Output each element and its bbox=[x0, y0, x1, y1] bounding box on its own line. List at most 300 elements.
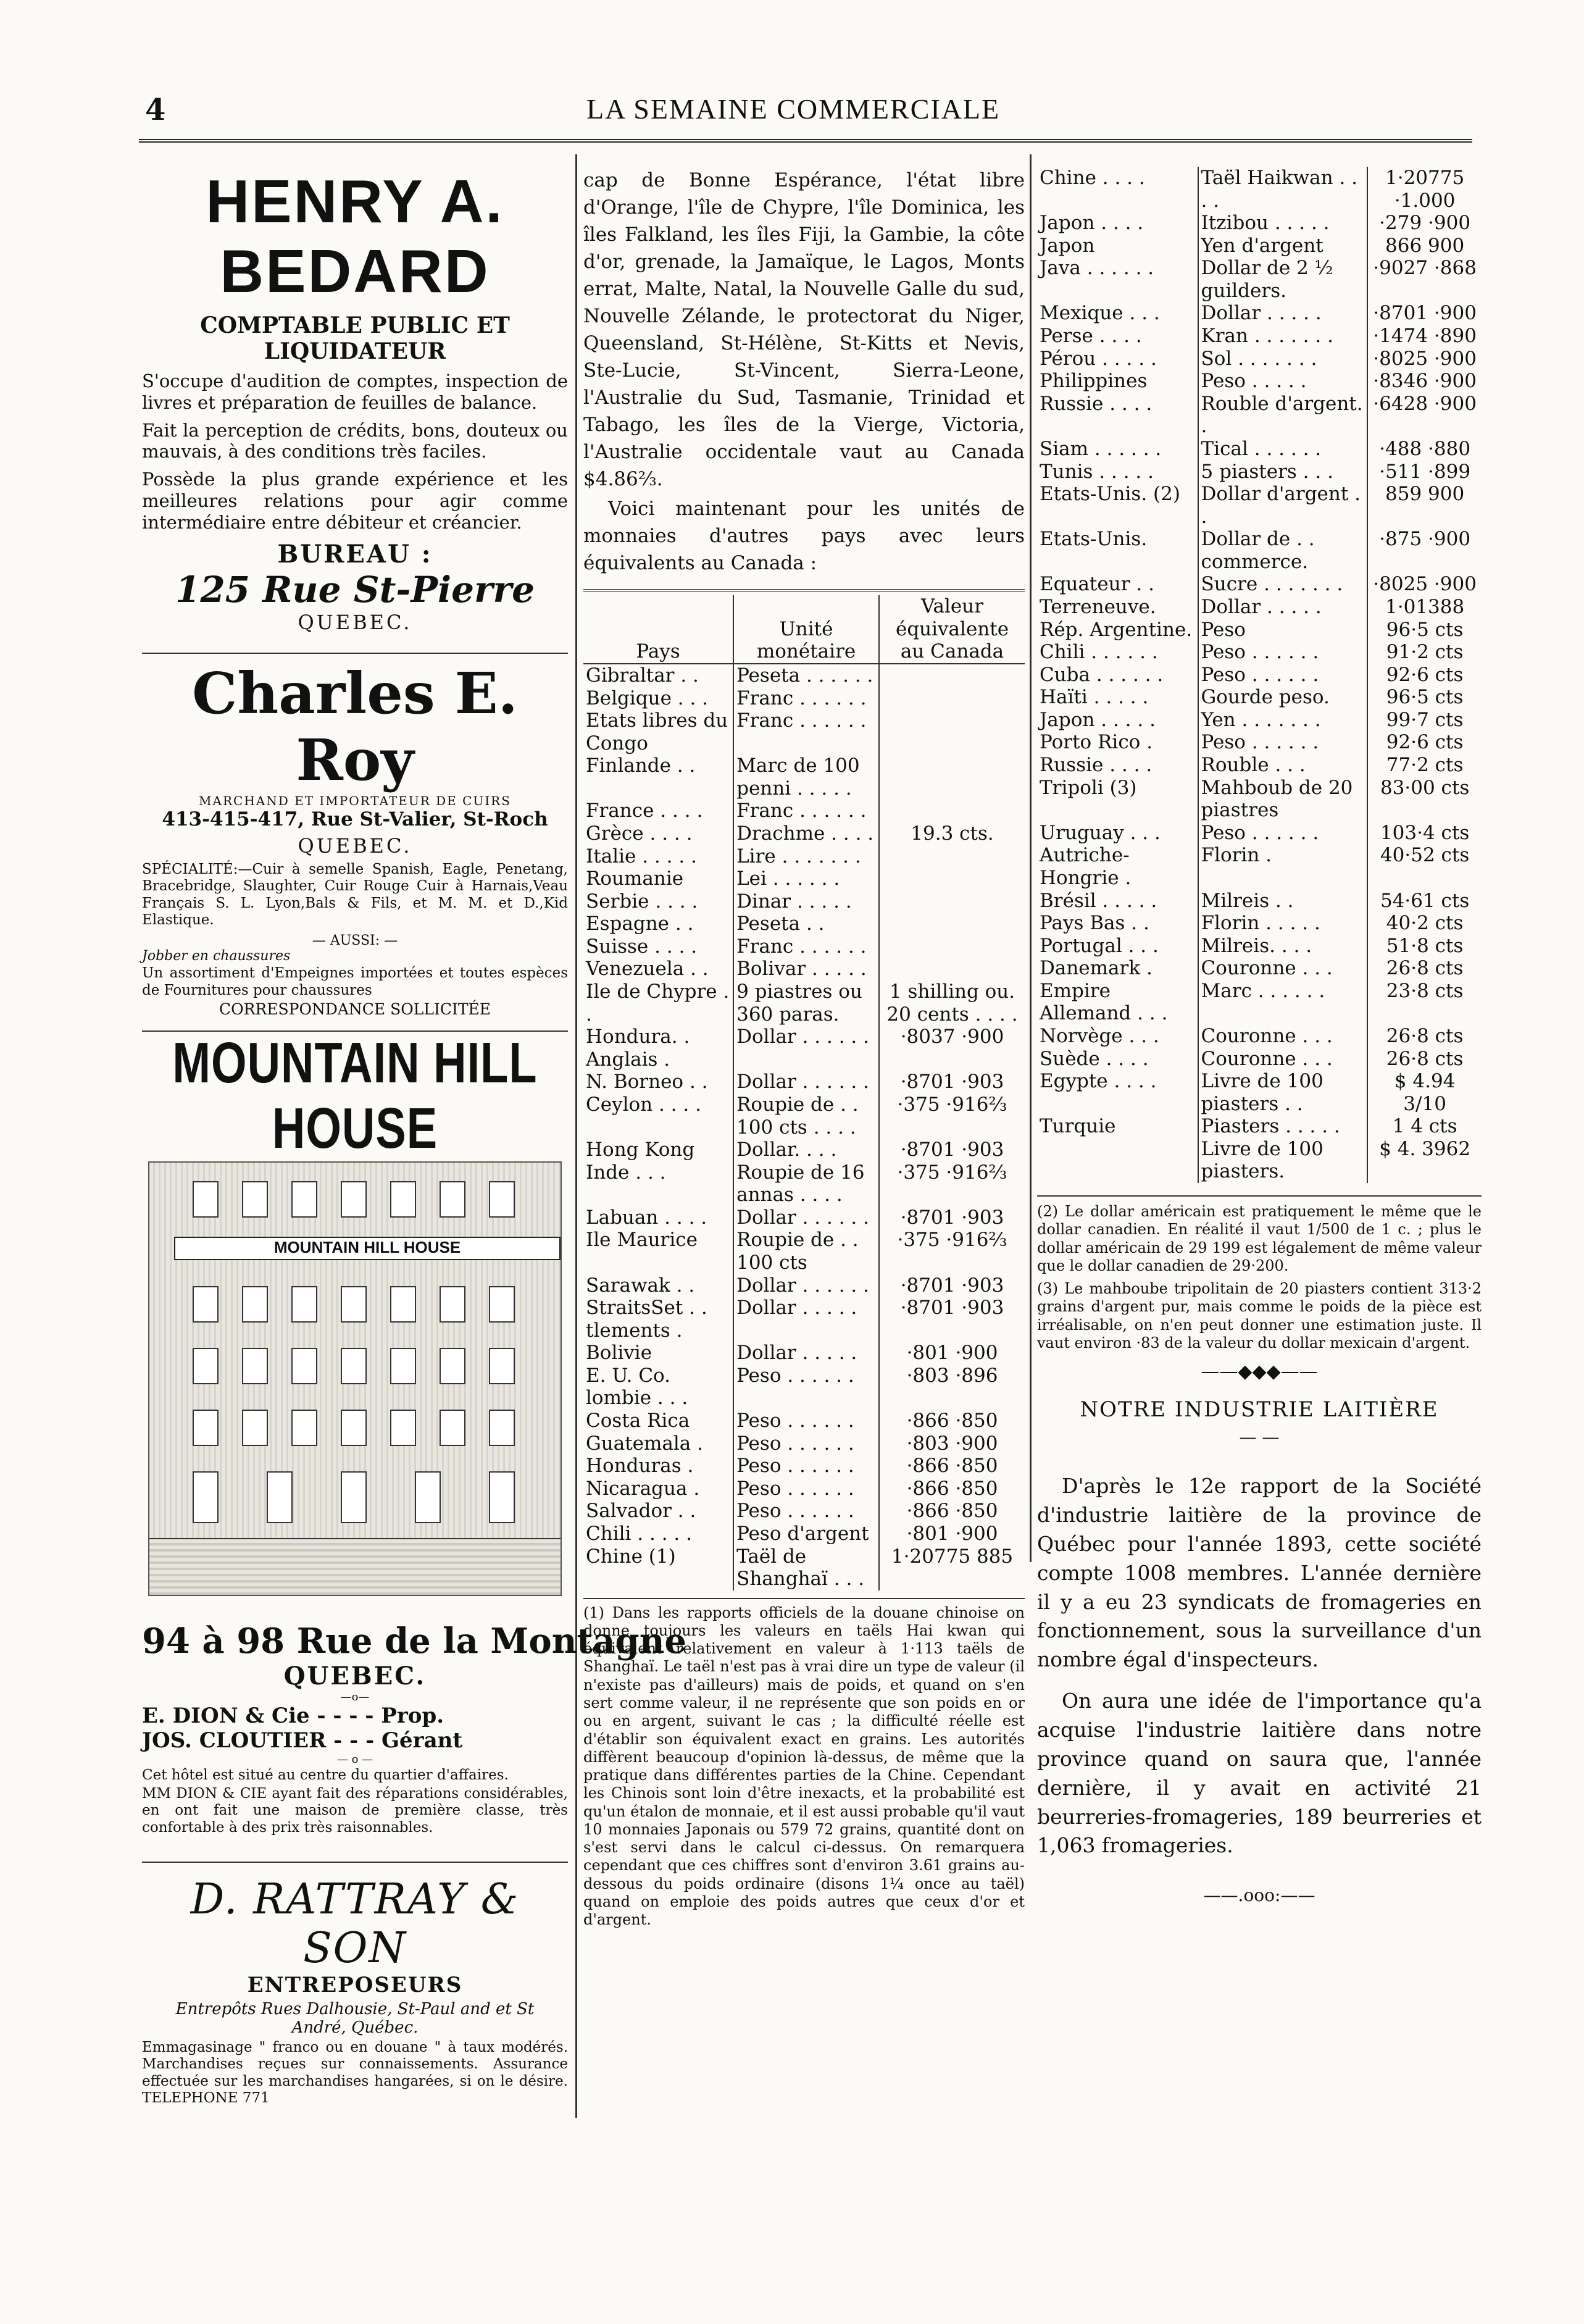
currency-cont-country: Chine . . . . bbox=[1037, 167, 1198, 212]
currency-row bbox=[583, 1026, 1025, 1071]
currency-row bbox=[583, 1478, 1025, 1500]
currency-cont-row bbox=[1037, 528, 1482, 573]
currency-cont-row bbox=[1037, 235, 1482, 257]
currency-cont-unit: Sol . . . . . . . bbox=[1198, 348, 1368, 370]
currency-row bbox=[583, 1161, 1025, 1206]
roy-name: Charles E. Roy bbox=[192, 659, 518, 793]
currency-row bbox=[583, 800, 1025, 822]
currency-country: Costa Rica bbox=[583, 1410, 733, 1432]
column-rule-1 bbox=[575, 154, 577, 2118]
currency-cont-value: 99·7 cts bbox=[1386, 708, 1464, 731]
currency-cont-country: Etats-Unis. (2) bbox=[1037, 483, 1198, 528]
currency-unit: Peso . . . . . . bbox=[733, 1432, 879, 1455]
currency-value bbox=[879, 958, 1025, 980]
currency-country: Grèce . . . . bbox=[583, 822, 733, 845]
currency-country: Salvador . . bbox=[583, 1500, 733, 1523]
currency-cont-unit: Florin . . . . . bbox=[1198, 912, 1368, 935]
currency-value bbox=[879, 800, 1025, 822]
roy-jobber: Jobber en chaussures bbox=[142, 948, 291, 964]
currency-cont-unit: Yen . . . . . . . bbox=[1198, 709, 1368, 732]
currency-cont-country: Russie . . . . bbox=[1037, 393, 1198, 438]
currency-cont-row bbox=[1037, 935, 1482, 958]
currency-value: ·801 ·900 bbox=[906, 1522, 998, 1545]
currency-value bbox=[879, 687, 1025, 710]
rattray-ad bbox=[142, 1875, 568, 2107]
currency-cont-unit: Yen d'argent bbox=[1198, 235, 1368, 257]
hotel-divider-2: — o — bbox=[336, 1753, 373, 1766]
roy-address: 413-415-417, Rue St-Valier, St-Roch bbox=[162, 808, 548, 830]
currency-country: Inde . . . bbox=[583, 1161, 733, 1206]
rattray-entrepots: Entrepôts Rues Dalhousie, St-Paul and et St André, Québec. bbox=[175, 1999, 535, 2037]
currency-value bbox=[879, 935, 1025, 958]
currency-row bbox=[583, 935, 1025, 958]
currency-country: Etats libres du Congo bbox=[583, 709, 733, 754]
currency-cont-value: 54·61 cts bbox=[1380, 889, 1470, 912]
currency-cont-value: 26·8 cts bbox=[1386, 957, 1464, 980]
currency-unit: Franc . . . . . . bbox=[733, 687, 879, 710]
currency-row bbox=[583, 1071, 1025, 1093]
currency-cont-unit: Peso . . . . . . bbox=[1198, 822, 1368, 845]
currency-value bbox=[879, 664, 1025, 687]
currency-value: ·866 ·850 bbox=[906, 1477, 998, 1500]
roy-ad bbox=[142, 660, 568, 1019]
currency-cont-unit: Itzibou . . . . . bbox=[1198, 212, 1368, 235]
article-title: NOTRE INDUSTRIE LAITIÈRE bbox=[1080, 1397, 1439, 1423]
currency-cont-row bbox=[1037, 1138, 1482, 1183]
currency-cont-value: ·875 ·900 bbox=[1379, 528, 1471, 551]
column-rule-2 bbox=[1030, 154, 1032, 1562]
article-end-mark: ——.ooo:—— bbox=[1203, 1885, 1315, 1906]
currency-unit: Dollar . . . . . bbox=[733, 1342, 879, 1365]
bedard-name: HENRY A. BEDARD bbox=[206, 167, 504, 305]
roy-specialite: SPÉCIALITÉ:—Cuir à semelle Spanish, Eagle, Penetang, Bracebridge, Slaughter, Cuir Rouge Cuir à Harnais,Veau Français S. L. Lyon,Bals & Fils, et M. M. et D.,Kid Elastique. bbox=[142, 861, 568, 929]
currency-cont-row bbox=[1037, 957, 1482, 980]
currency-unit: Dollar . . . . . . bbox=[733, 1026, 879, 1071]
currency-value bbox=[879, 890, 1025, 913]
currency-cont-row bbox=[1037, 754, 1482, 777]
currency-country: Honduras . bbox=[583, 1455, 733, 1478]
currency-cont-value: 92·6 cts bbox=[1386, 731, 1464, 754]
currency-cont-unit: Dollar de . . commerce. bbox=[1198, 528, 1368, 573]
currency-cont-country: Tunis . . . . . bbox=[1037, 461, 1198, 483]
article-paragraph-1: D'après le 12e rapport de la Société d'industrie laitière de la province de Québec pour l'année 1893, cette société compte 1008 membres. L'année dernière il y a eu 23 syndicats de fromageries en fonctionnement, sous la surveillance d'un nombre égal d'inspecteurs. bbox=[1037, 1474, 1482, 1672]
currency-value: ·8701 ·903 bbox=[900, 1071, 1004, 1093]
currency-cont-value: 40·52 cts bbox=[1380, 844, 1470, 867]
currency-unit: Franc . . . . . . bbox=[733, 935, 879, 958]
currency-unit: Peso d'argent bbox=[733, 1523, 879, 1545]
currency-country: Ceylon . . . . bbox=[583, 1093, 733, 1139]
currency-value: ·803 ·900 bbox=[906, 1432, 998, 1455]
currency-cont-unit: Rouble . . . bbox=[1198, 754, 1368, 777]
currency-country: E. U. Co. lombie . . . bbox=[583, 1365, 733, 1410]
footnote-2: (2) Le dollar américain est pratiquement le même que le dollar canadien. En réalité il vaut 1/500 de 1 c. ; plus le dollar américain de 29 199 est légalement de même valeur que le dollar canadien de 29·200. bbox=[1037, 1203, 1482, 1274]
currency-unit: Roupie de . . 100 cts bbox=[733, 1229, 879, 1274]
currency-table bbox=[583, 595, 1025, 1590]
currency-table-body bbox=[583, 664, 1025, 1590]
currency-cont-unit: Dollar . . . . . bbox=[1198, 302, 1368, 325]
bedard-address: 125 Rue St-Pierre bbox=[175, 568, 535, 611]
currency-cont-row bbox=[1037, 844, 1482, 889]
currency-row bbox=[583, 1523, 1025, 1545]
currency-cont-value: 26·8 cts bbox=[1386, 1047, 1464, 1070]
currency-cont-country: Perse . . . . bbox=[1037, 325, 1198, 348]
colonies-paragraph: cap de Bonne Espérance, l'état libre d'Orange, l'île de Chypre, l'île Dominica, les îles Falkland, les îles Fiji, la Gambie, la côte d'or, grenade, la Jamaïque, le Lagos, Monts errat, Malte, Natal, la Nouvelle Galle du sud, Nouvelle Zélande, le protectorat du Niger, Queensland, St-Hélène, St-Kitts et Nevis, Ste-Lucie, St-Vincent, Sierra-Leone, l'Australie du Sud, Tasmanie, Trinidad et Tabago, les îles de la Vierge, Victoria, l'Australie occidentale vaut au Canada $4.86⅔. bbox=[583, 169, 1025, 491]
currency-cont-value: 77·2 cts bbox=[1386, 754, 1464, 777]
currency-row bbox=[583, 1500, 1025, 1523]
currency-cont-country: Empire Allemand . . . bbox=[1037, 980, 1198, 1025]
currency-cont-country: Pérou . . . . . bbox=[1037, 348, 1198, 370]
currency-cont-country: Russie . . . . bbox=[1037, 754, 1198, 777]
currency-cont-value: 859 900 bbox=[1385, 483, 1465, 506]
currency-cont-country: Brésil . . . . . bbox=[1037, 890, 1198, 913]
hotel-proprietor: E. DION & Cie - - - - Prop. bbox=[142, 1703, 444, 1729]
currency-value bbox=[879, 867, 1025, 890]
currency-cont-country: Autriche-Hongrie . bbox=[1037, 844, 1198, 889]
currency-row bbox=[583, 958, 1025, 980]
currency-cont-value: ·511 ·899 bbox=[1379, 460, 1471, 483]
rattray-text: Emmagasinage " franco ou en douane " à taux modérés. Marchandises reçues sur connaissements. Assurance effectuée sur les marchandises hangarées, si on le désire. TELEPHONE 771 bbox=[142, 2039, 568, 2107]
currency-cont-unit: Kran . . . . . . . bbox=[1198, 325, 1368, 348]
currency-value: 19.3 cts. bbox=[911, 822, 994, 845]
currency-cont-value: 51·8 cts bbox=[1386, 934, 1464, 957]
currency-cont-unit: Dollar de 2 ½ guilders. bbox=[1198, 257, 1368, 302]
currency-unit: Drachme . . . . bbox=[733, 822, 879, 845]
currency-unit: 9 piastres ou 360 paras. bbox=[733, 980, 879, 1026]
currency-country: Bolivie bbox=[583, 1342, 733, 1365]
currency-cont-row bbox=[1037, 438, 1482, 461]
currency-country: Roumanie bbox=[583, 867, 733, 890]
currency-row bbox=[583, 1206, 1025, 1229]
currency-cont-value: ·1474 ·890 bbox=[1373, 325, 1477, 348]
currency-cont-country: Pays Bas . . bbox=[1037, 912, 1198, 935]
currency-cont-row bbox=[1037, 1115, 1482, 1138]
currency-cont-row bbox=[1037, 822, 1482, 845]
currency-cont-unit: Rouble d'argent. . bbox=[1198, 393, 1368, 438]
currency-row bbox=[583, 845, 1025, 868]
currency-cont-unit: Milreis. . . . bbox=[1198, 935, 1368, 958]
currency-country: Serbie . . . . bbox=[583, 890, 733, 913]
currency-cont-unit: Marc . . . . . . bbox=[1198, 980, 1368, 1025]
currency-unit: Dollar . . . . . . bbox=[733, 1274, 879, 1297]
currency-cont-value: 83·00 cts bbox=[1380, 776, 1470, 799]
currency-unit: Roupie de 16 annas . . . . bbox=[733, 1161, 879, 1206]
currency-cont-row bbox=[1037, 483, 1482, 528]
currency-unit: Marc de 100 penni . . . . . bbox=[733, 754, 879, 800]
intro-paragraph: Voici maintenant pour les unités de monnaies d'autres pays avec leurs équivalents au Canada : bbox=[583, 498, 1025, 575]
page-number: 4 bbox=[145, 93, 166, 127]
currency-cont-row bbox=[1037, 709, 1482, 732]
currency-row bbox=[583, 709, 1025, 754]
footnote-1: (1) Dans les rapports officiels de la douane chinoise on donne toujours les valeurs en taëls Hai kwan qui équivalent relativement en valeur à 1·113 taëls de Shanghaï. Le taël n'est pas à vrai dire un type de valeur (il n'existe pas d'ailleurs) mais de poids, et quand on s'en sert comme valeur, il ne représente que son poids en or ou en argent, suivant le cas ; la difficulté réelle est d'établir son équivalent exact en grains. Les autorités diffèrent beaucoup d'opinion là-dessus, de même que la pratique dans différentes parties de la Chine. Cependant les Chinois sont loin d'être inexacts, et la probabilité est qu'un étalon de monnaie, et il est aussi probable qu'il vaut 10 monnaies Japonais ou 579 72 grains, quantité dont on s'est servi dans le calcul ci-dessus. On remarquera cependant que ces chiffres sont d'environ 3.61 grains au-dessous du poids ordinaire (disons 1¼ once au taël) quand on emploie des poids autres que ceux d'or et d'argent. bbox=[583, 1603, 1025, 1929]
currency-cont-country: Uruguay . . . bbox=[1037, 822, 1198, 845]
currency-row bbox=[583, 1455, 1025, 1478]
currency-country: Nicaragua . bbox=[583, 1478, 733, 1500]
currency-row bbox=[583, 1432, 1025, 1455]
right-column bbox=[1037, 167, 1482, 1905]
header-unite: Unité monétaire bbox=[733, 595, 879, 664]
currency-cont-unit: Taël Haikwan . . . . bbox=[1198, 167, 1368, 212]
currency-cont-value: 26·8 cts bbox=[1386, 1024, 1464, 1047]
currency-row bbox=[583, 1365, 1025, 1410]
currency-row bbox=[583, 913, 1025, 935]
currency-country: StraitsSet . . tlements . bbox=[583, 1297, 733, 1342]
currency-cont-unit: Livre de 100 piasters . . bbox=[1198, 1070, 1368, 1115]
currency-value: 1 shilling ou. 20 cents . . . . bbox=[886, 980, 1018, 1026]
bedard-ad bbox=[142, 167, 568, 634]
bedard-subtitle: COMPTABLE PUBLIC ET LIQUIDATEUR bbox=[200, 312, 510, 364]
currency-value: ·8701 ·903 bbox=[900, 1297, 1004, 1319]
currency-cont-unit: Florin . bbox=[1198, 844, 1368, 889]
footnote-rule bbox=[583, 1598, 1025, 1599]
currency-cont-country: Suède . . . . bbox=[1037, 1048, 1198, 1071]
currency-cont-row bbox=[1037, 1025, 1482, 1048]
currency-value: ·866 ·850 bbox=[906, 1500, 998, 1523]
currency-cont-country: Portugal . . . bbox=[1037, 935, 1198, 958]
currency-unit: Peso . . . . . . bbox=[733, 1500, 879, 1523]
currency-country: Guatemala . bbox=[583, 1432, 733, 1455]
currency-cont-country: Norvège . . . bbox=[1037, 1025, 1198, 1048]
currency-cont-unit: Peso . . . . . . bbox=[1198, 731, 1368, 754]
currency-cont-country: Egypte . . . . bbox=[1037, 1070, 1198, 1115]
currency-row bbox=[583, 1139, 1025, 1161]
currency-row bbox=[583, 980, 1025, 1026]
currency-row bbox=[583, 1274, 1025, 1297]
currency-value: ·801 ·900 bbox=[906, 1342, 998, 1365]
currency-cont-value: 1·01388 bbox=[1385, 595, 1465, 618]
currency-table-continued bbox=[1037, 167, 1482, 1183]
currency-cont-value: ·8346 ·900 bbox=[1373, 370, 1477, 393]
hotel-sign: MOUNTAIN HILL HOUSE bbox=[174, 1237, 561, 1260]
roy-correspondance: CORRESPONDANCE SOLLICITÉE bbox=[219, 1000, 491, 1019]
currency-cont-country: Mexique . . . bbox=[1037, 302, 1198, 325]
currency-cont-country: Terreneuve. bbox=[1037, 596, 1198, 619]
currency-cont-value: 91·2 cts bbox=[1386, 641, 1464, 664]
currency-cont-value: ·279 ·900 bbox=[1379, 212, 1471, 235]
currency-value: ·8037 ·900 bbox=[900, 1026, 1004, 1048]
currency-cont-country: Haïti . . . . . bbox=[1037, 686, 1198, 709]
currency-cont-value: 1 4 cts bbox=[1392, 1115, 1457, 1138]
currency-unit: Peseta . . bbox=[733, 913, 879, 935]
currency-cont-country bbox=[1037, 1138, 1198, 1183]
currency-cont-country: Philippines bbox=[1037, 370, 1198, 393]
currency-row bbox=[583, 1545, 1025, 1590]
currency-row bbox=[583, 890, 1025, 913]
currency-cont-row bbox=[1037, 573, 1482, 596]
rattray-subtitle: ENTREPOSEURS bbox=[247, 1972, 463, 1997]
currency-cont-value: 40·2 cts bbox=[1386, 912, 1464, 935]
currency-cont-row bbox=[1037, 777, 1482, 822]
currency-unit: Peso . . . . . . bbox=[733, 1410, 879, 1432]
currency-cont-row bbox=[1037, 393, 1482, 438]
currency-row bbox=[583, 1410, 1025, 1432]
currency-cont-value: 1·20775 ·1.000 bbox=[1385, 167, 1465, 212]
currency-cont-unit: Peso . . . . . bbox=[1198, 370, 1368, 393]
currency-cont-row bbox=[1037, 731, 1482, 754]
currency-value bbox=[879, 754, 1025, 800]
currency-cont-row bbox=[1037, 370, 1482, 393]
header-rule bbox=[139, 139, 1472, 143]
currency-country: Ile de Chypre . . bbox=[583, 980, 733, 1026]
currency-cont-value: $ 4.94 3/10 bbox=[1394, 1070, 1456, 1115]
currency-cont-row bbox=[1037, 1070, 1482, 1115]
currency-cont-value: 23·8 cts bbox=[1386, 979, 1464, 1002]
currency-value: ·375 ·916⅔ bbox=[897, 1229, 1007, 1252]
currency-cont-country: Chili . . . . . . bbox=[1037, 641, 1198, 664]
roy-city: QUEBEC. bbox=[298, 834, 412, 858]
currency-country: Hong Kong bbox=[583, 1139, 733, 1161]
currency-cont-row bbox=[1037, 325, 1482, 348]
currency-cont-unit: Sucre . . . . . . . bbox=[1198, 573, 1368, 596]
currency-cont-country: Danemark . bbox=[1037, 957, 1198, 980]
currency-country: N. Borneo . . bbox=[583, 1071, 733, 1093]
currency-country: Suisse . . . . bbox=[583, 935, 733, 958]
currency-country: Chili . . . . . bbox=[583, 1523, 733, 1545]
currency-cont-country: Cuba . . . . . . bbox=[1037, 664, 1198, 687]
currency-unit: Peso . . . . . . bbox=[733, 1455, 879, 1478]
currency-cont-unit: Milreis . . bbox=[1198, 890, 1368, 913]
currency-value: ·375 ·916⅔ bbox=[897, 1161, 1007, 1184]
article-paragraph-2: On aura une idée de l'importance qu'a acquise l'industrie laitière dans notre province quand on saura que, l'année dernière, il y avait en activité 21 beurreries-fromageries, 189 beurreries et 1,063 fromageries. bbox=[1037, 1689, 1482, 1858]
currency-value: ·8701 ·903 bbox=[900, 1139, 1004, 1161]
currency-cont-value: 96·5 cts bbox=[1386, 618, 1464, 641]
bedard-city: QUEBEC. bbox=[298, 610, 412, 634]
bedard-paragraph-2: Fait la perception de crédits, bons, douteux ou mauvais, à des conditions très faciles. bbox=[142, 419, 568, 462]
hotel-name: MOUNTAIN HILL HOUSE bbox=[172, 1030, 538, 1161]
bedard-paragraph-3: Possède la plus grande expérience et les meilleures relations pour agir comme intermédiaire entre débiteur et créancier. bbox=[142, 469, 568, 533]
currency-country: Hondura. . Anglais . bbox=[583, 1026, 733, 1071]
currency-cont-country: Porto Rico . bbox=[1037, 731, 1198, 754]
currency-cont-unit: Mahboub de 20 piastres bbox=[1198, 777, 1368, 822]
hotel-divider: —o— bbox=[340, 1691, 370, 1704]
currency-unit: Peso . . . . . . bbox=[733, 1478, 879, 1500]
currency-cont-unit: Peso . . . . . . bbox=[1198, 664, 1368, 687]
hotel-city: QUEBEC. bbox=[283, 1661, 427, 1691]
currency-cont-unit: Couronne . . . bbox=[1198, 957, 1368, 980]
currency-cont-country: Etats-Unis. bbox=[1037, 528, 1198, 573]
currency-unit: Bolivar . . . . . bbox=[733, 958, 879, 980]
currency-cont-row bbox=[1037, 167, 1482, 212]
currency-cont-unit: Livre de 100 piasters. bbox=[1198, 1138, 1368, 1183]
currency-cont-unit: Peso . . . . . . bbox=[1198, 641, 1368, 664]
currency-cont-unit: Dollar . . . . . bbox=[1198, 596, 1368, 619]
currency-value: ·866 ·850 bbox=[906, 1455, 998, 1478]
currency-value bbox=[879, 845, 1025, 868]
currency-country: Italie . . . . . bbox=[583, 845, 733, 868]
currency-country: Finlande . . bbox=[583, 754, 733, 800]
header-valeur: Valeur équivalente au Canada bbox=[895, 595, 1009, 663]
currency-cont-row bbox=[1037, 641, 1482, 664]
currency-country: Venezuela . . bbox=[583, 958, 733, 980]
header-pays: Pays bbox=[583, 595, 733, 664]
currency-unit: Taël de Shanghaï . . . bbox=[733, 1545, 879, 1590]
currency-cont-unit: Dollar d'argent . . bbox=[1198, 483, 1368, 528]
currency-unit: Franc . . . . . . bbox=[733, 800, 879, 822]
currency-cont-unit: Couronne . . . bbox=[1198, 1025, 1368, 1048]
currency-cont-row bbox=[1037, 912, 1482, 935]
currency-row bbox=[583, 822, 1025, 845]
currency-cont-row bbox=[1037, 596, 1482, 619]
currency-unit: Dollar . . . . . bbox=[733, 1297, 879, 1342]
currency-value: 1·20775 885 bbox=[891, 1545, 1014, 1568]
currency-value bbox=[879, 913, 1025, 935]
roy-aussi: — AUSSI: — bbox=[312, 932, 398, 948]
currency-unit: Peso . . . . . . bbox=[733, 1365, 879, 1410]
currency-value: ·803 ·896 bbox=[906, 1364, 998, 1387]
currency-cont-value: ·9027 ·868 bbox=[1373, 257, 1477, 280]
currency-country: Espagne . . bbox=[583, 913, 733, 935]
currency-value: ·8701 ·903 bbox=[900, 1274, 1004, 1297]
currency-country: Ile Maurice bbox=[583, 1229, 733, 1274]
currency-country: Chine (1) bbox=[583, 1545, 733, 1590]
table-top-rule bbox=[583, 589, 1025, 591]
currency-value: ·866 ·850 bbox=[906, 1410, 998, 1432]
currency-row bbox=[583, 664, 1025, 687]
currency-cont-country: Tripoli (3) bbox=[1037, 777, 1198, 822]
currency-cont-row bbox=[1037, 980, 1482, 1025]
currency-unit: Dollar. . . . bbox=[733, 1139, 879, 1161]
currency-country: Gibraltar . . bbox=[583, 664, 733, 687]
currency-unit: Dinar . . . . . bbox=[733, 890, 879, 913]
currency-cont-country: Rép. Argentine. bbox=[1037, 619, 1198, 642]
currency-cont-value: $ 4. 3962 bbox=[1379, 1137, 1471, 1160]
hotel-illustration bbox=[148, 1161, 562, 1596]
currency-cont-unit: Couronne . . . bbox=[1198, 1048, 1368, 1071]
currency-country: Belgique . . . bbox=[583, 687, 733, 710]
currency-unit: Peseta . . . . . . bbox=[733, 664, 879, 687]
running-title: LA SEMAINE COMMERCIALE bbox=[586, 93, 1001, 125]
currency-cont-row bbox=[1037, 686, 1482, 709]
currency-unit: Lire . . . . . . . bbox=[733, 845, 879, 868]
currency-cont-row bbox=[1037, 348, 1482, 370]
currency-cont-unit: Peso bbox=[1198, 619, 1368, 642]
currency-value: ·8701 ·903 bbox=[900, 1206, 1004, 1229]
currency-country: Sarawak . . bbox=[583, 1274, 733, 1297]
hotel-address: 94 à 98 Rue de la Montagne bbox=[142, 1621, 687, 1662]
currency-cont-row bbox=[1037, 1048, 1482, 1071]
currency-unit: Dollar . . . . . . bbox=[733, 1206, 879, 1229]
currency-cont-unit: Gourde peso. bbox=[1198, 686, 1368, 709]
currency-column bbox=[583, 167, 1025, 1929]
currency-cont-value: ·6428 ·900 bbox=[1373, 392, 1477, 415]
currency-cont-row bbox=[1037, 257, 1482, 302]
hotel-paragraph-2: MM DION & CIE ayant fait des réparations considérables, en ont fait une maison de première classe, très confortable à des prix très raisonnables. bbox=[142, 1785, 568, 1836]
ad-divider-3 bbox=[142, 1862, 568, 1863]
currency-cont-country: Japon bbox=[1037, 235, 1198, 257]
roy-assortiment: Un assortiment d'Empeignes importées et toutes espèces de Fournitures pour chaussures bbox=[142, 964, 568, 998]
currency-unit: Roupie de . . 100 cts . . . . bbox=[733, 1093, 879, 1139]
ornament-divider: ——◆◆◆—— bbox=[1201, 1361, 1318, 1383]
roy-subtitle: MARCHAND ET IMPORTATEUR DE CUIRS bbox=[199, 793, 511, 808]
currency-cont-value: 92·6 cts bbox=[1386, 663, 1464, 686]
currency-row bbox=[583, 867, 1025, 890]
currency-value bbox=[879, 709, 1025, 754]
currency-cont-value: ·8701 ·900 bbox=[1373, 302, 1477, 325]
ad-divider bbox=[142, 653, 568, 654]
notes-rule bbox=[1037, 1195, 1482, 1197]
currency-cont-value: ·8025 ·900 bbox=[1373, 573, 1477, 596]
currency-cont-country: Siam . . . . . . bbox=[1037, 438, 1198, 461]
currency-cont-country: Equateur . . bbox=[1037, 573, 1198, 596]
currency-cont-country: Turquie bbox=[1037, 1115, 1198, 1138]
currency-cont-row bbox=[1037, 664, 1482, 687]
currency-cont-unit: Piasters . . . . . bbox=[1198, 1115, 1368, 1138]
currency-cont-value: 866 900 bbox=[1385, 234, 1465, 257]
hotel-manager: JOS. CLOUTIER - - - Gérant bbox=[142, 1728, 463, 1753]
currency-cont-row bbox=[1037, 302, 1482, 325]
currency-country: France . . . . bbox=[583, 800, 733, 822]
currency-cont-row bbox=[1037, 461, 1482, 483]
currency-cont-row bbox=[1037, 212, 1482, 235]
